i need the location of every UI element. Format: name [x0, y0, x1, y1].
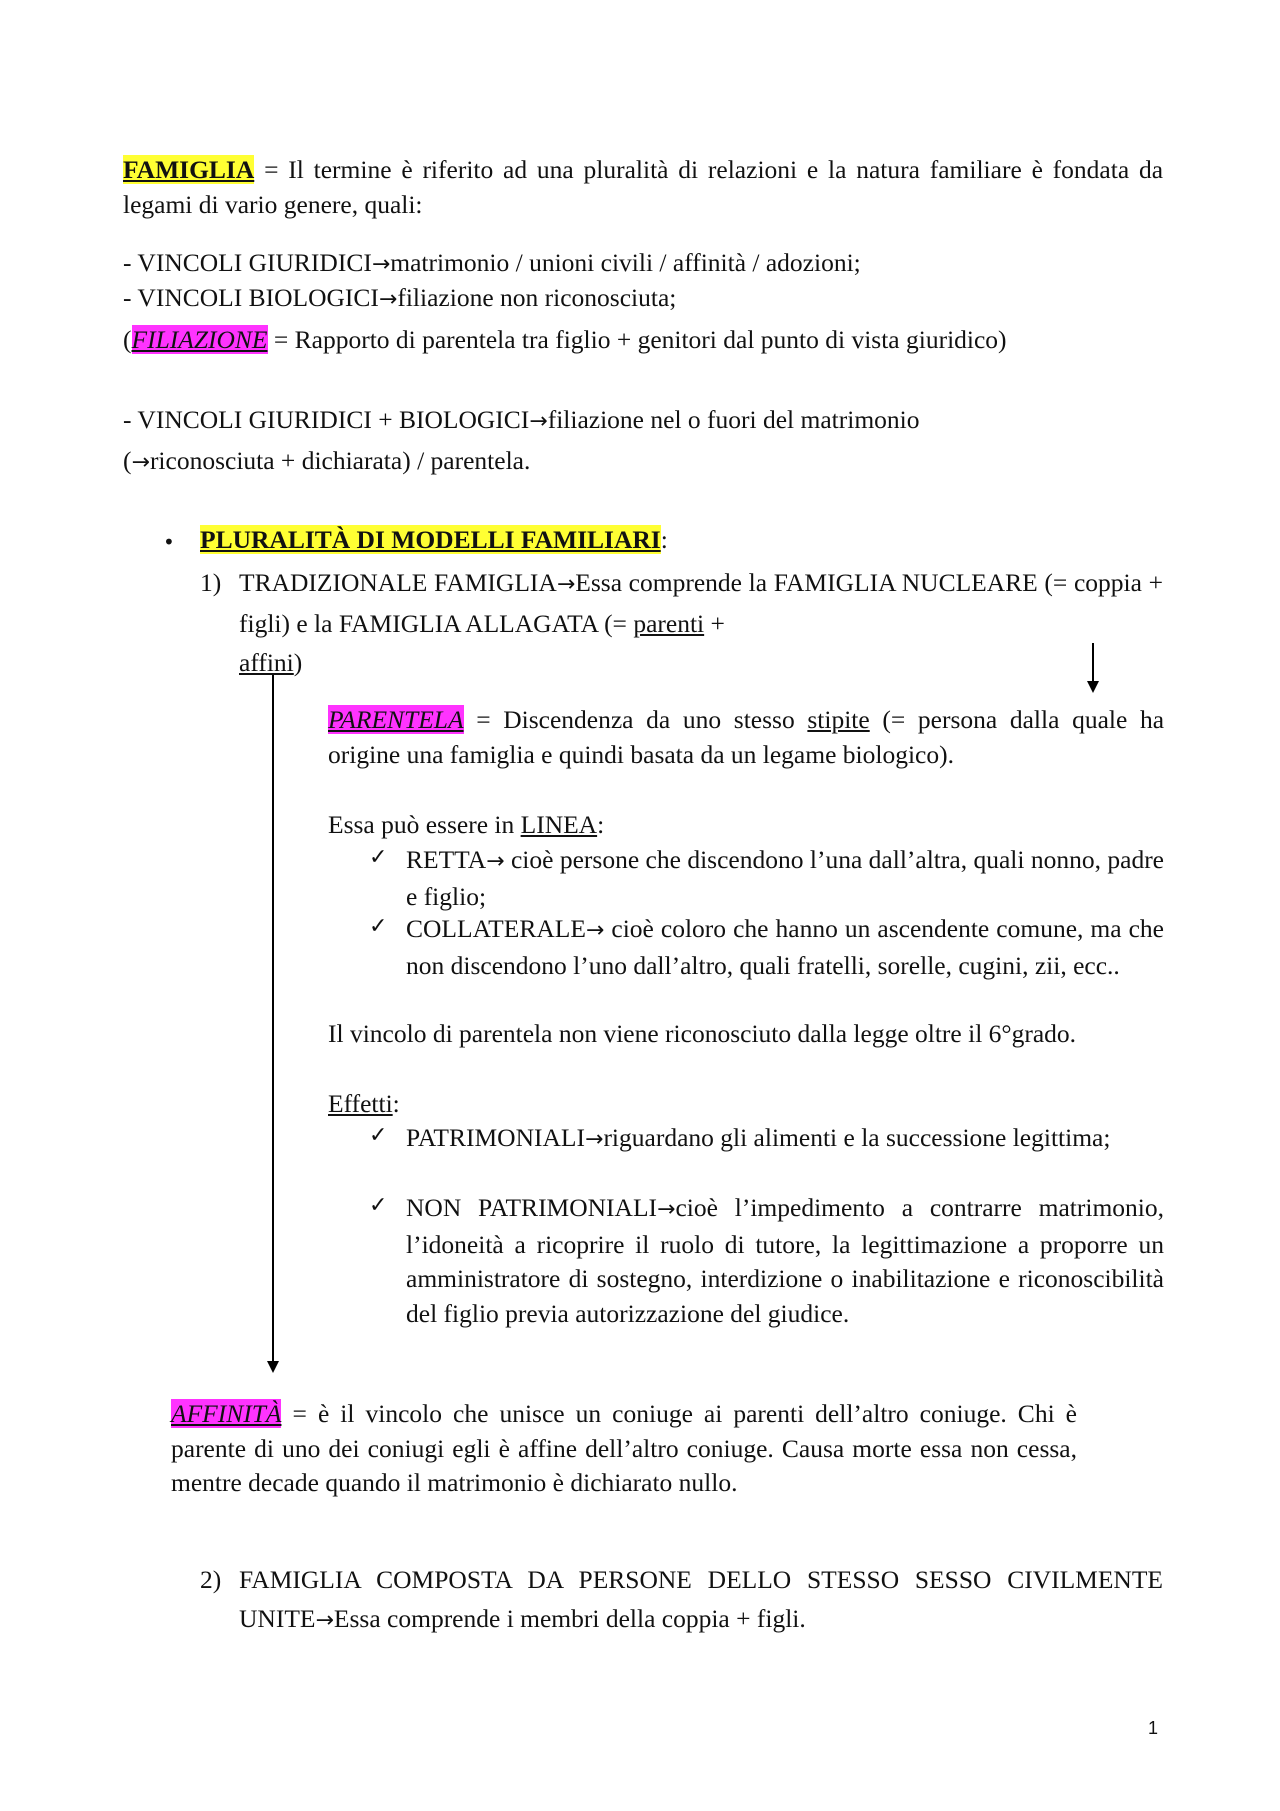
item2-text-b: Essa comprende i membri della coppia + figli. — [333, 1604, 806, 1633]
patrimoniali-label: PATRIMONIALI — [406, 1123, 585, 1152]
parentela-term: PARENTELA — [328, 705, 464, 734]
arrow-icon: → — [556, 572, 576, 597]
vincoli-giuridici-text: matrimonio / unioni civili / affinità / adozioni; — [390, 248, 861, 277]
filiazione-text: = Rapporto di parentela tra figlio + genitori dal punto di vista giuridico) — [273, 325, 1007, 354]
arrow-icon: → — [529, 409, 548, 434]
collaterale-text: cioè coloro che hanno un ascendente comune, ma che non discendono l’uno dall’altro, quali fratelli, sorelle, cugini, zii, ecc.. — [406, 914, 1164, 980]
arrow-icon: → — [315, 1608, 334, 1633]
grado-text — [328, 1017, 1164, 1052]
arrow-icon: → — [657, 1197, 676, 1222]
arrow-icon: → — [486, 849, 505, 874]
plus-sign: + — [710, 609, 725, 638]
linea-word: LINEA — [520, 810, 598, 839]
checkmark-icon: ✓ — [369, 1193, 388, 1218]
intro-text: = Il termine è riferito ad una pluralità di relazioni e la natura familiare è fondata da legami di vario genere, quali: — [123, 155, 1164, 219]
item1-text-b: Essa comprende la FAMIGLIA NUCLEARE (= coppia + figli) e la FAMIGLIA ALLAGATA (= — [239, 568, 1163, 638]
arrow-icon: → — [585, 918, 605, 943]
effetti-colon: : — [392, 1089, 400, 1118]
open-paren: ( — [123, 446, 132, 475]
affini-word: affini — [239, 648, 294, 677]
vincoli-biologici-line — [123, 280, 1163, 317]
section-colon: : — [660, 525, 668, 554]
retta-item — [406, 843, 1164, 914]
parentela-text-b: (= persona dalla quale ha origine una famiglia e quindi basata da un legame biologico). — [328, 705, 1165, 769]
non-patrimoniali-item — [406, 1191, 1164, 1331]
effetti-word: Effetti — [328, 1089, 393, 1118]
vincoli-both-text: filiazione nel o fuori del matrimonio — [547, 405, 920, 434]
arrow-icon: → — [378, 287, 398, 312]
affinita-term: AFFINITÀ — [171, 1399, 282, 1428]
affinita-text: = è il vincolo che unisce un coniuge ai parenti dell’altro coniuge. Chi è parente di uno dei coniugi egli è affine dell’altro coniuge. Causa morte essa non cessa, mentre decade quando il matrimonio è dichiarato nullo. — [171, 1399, 1078, 1497]
arrow-icon: → — [131, 450, 150, 475]
vincoli-both-label: - VINCOLI GIURIDICI + BIOLOGICI — [123, 405, 530, 434]
arrow-icon: → — [371, 252, 391, 277]
vincoli-giuridici-line — [123, 245, 1163, 282]
item-number: 2) — [200, 1565, 222, 1594]
retta-text: cioè persone che discendono l’una dall’altra, quali nonno, padre e figlio; — [406, 845, 1165, 911]
stipite-word: stipite — [807, 705, 870, 734]
famiglia-term: FAMIGLIA — [123, 155, 255, 184]
vincoli-biologici-text: filiazione non riconosciuta; — [397, 283, 677, 312]
patrimoniali-text: riguardano gli alimenti e la successione legittima; — [603, 1123, 1111, 1152]
non-patrimoniali-label: NON PATRIMONIALI — [406, 1193, 658, 1222]
parentela-text-a: = Discendenza da uno stesso — [476, 705, 795, 734]
bullet-icon: • — [163, 530, 175, 554]
affini-down-arrow — [267, 675, 279, 1373]
open-paren: ( — [123, 325, 132, 354]
checkmark-icon: ✓ — [369, 914, 388, 939]
vincoli-giuridici-label: - VINCOLI GIURIDICI — [123, 248, 372, 277]
item-number: 1) — [200, 568, 222, 597]
vincoli-biologici-label: - VINCOLI BIOLOGICI — [123, 283, 379, 312]
vincoli-both-text2: riconosciuta + dichiarata) / parentela. — [149, 446, 531, 475]
parenti-link-word: parenti — [633, 609, 705, 638]
filiazione-term: FILIAZIONE — [131, 325, 268, 354]
linea-intro-text: Essa può essere in — [328, 810, 515, 839]
filiazione-definition — [123, 320, 1163, 359]
linea-colon: : — [597, 810, 605, 839]
item1-text — [239, 563, 1163, 682]
intro-paragraph — [123, 152, 1163, 222]
checkmark-icon: ✓ — [369, 845, 388, 870]
item2-text-a: FAMIGLIA COMPOSTA DA PERSONE DELLO STESSO SESSO CIVILMENTE UNITE — [239, 1565, 1163, 1633]
grado-sentence: Il vincolo di parentela non viene riconosciuto dalla legge oltre il 6°grado. — [328, 1019, 1077, 1048]
retta-label: RETTA — [406, 845, 487, 874]
page-number: 1 — [1148, 1718, 1159, 1738]
item2-text — [239, 1560, 1163, 1640]
linea-intro — [328, 808, 1164, 843]
arrow-icon: → — [585, 1127, 604, 1152]
affinita-definition — [171, 1397, 1077, 1501]
close-paren: ) — [293, 648, 303, 677]
section-heading — [200, 522, 1100, 557]
section-title: PLURALITÀ DI MODELLI FAMILIARI — [200, 525, 661, 554]
checkmark-icon: ✓ — [369, 1123, 388, 1148]
parentela-definition — [328, 703, 1164, 772]
collaterale-label: COLLATERALE — [406, 914, 586, 943]
non-patrimoniali-text: cioè l’impedimento a contrarre matrimonio, l’idoneità a ricoprire il ruolo di tutore, la legittimazione a proporre un amministratore di sostegno, interdizione o inabilitazione e riconoscibilità del figlio previa autorizzazione del giudice. — [406, 1193, 1164, 1328]
patrimoniali-item — [406, 1121, 1164, 1158]
collaterale-item — [406, 912, 1164, 983]
item1-text-a: TRADIZIONALE FAMIGLIA — [239, 568, 557, 597]
effetti-heading — [328, 1087, 1164, 1122]
vincoli-both-line — [123, 400, 1163, 482]
